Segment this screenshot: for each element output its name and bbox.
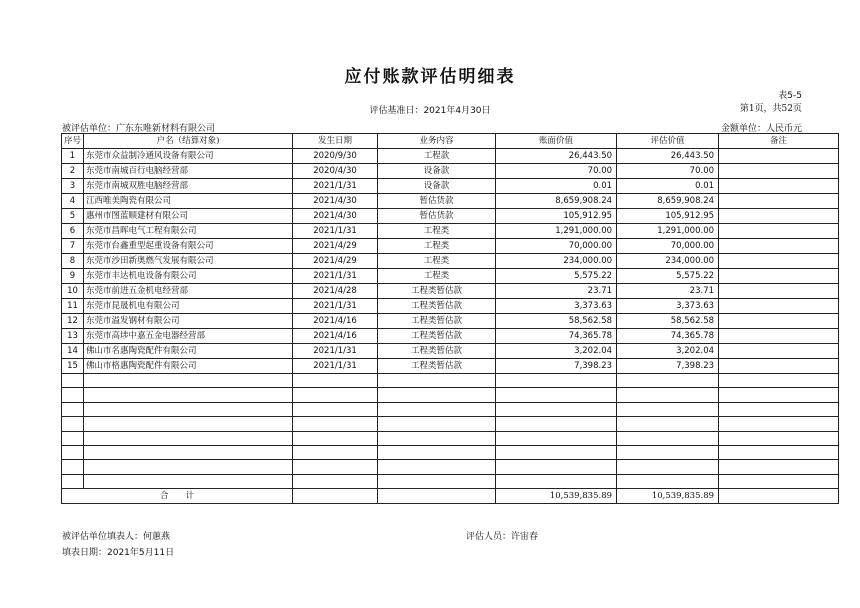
cell-date: 2021/4/30	[293, 209, 378, 224]
cell-eval: 0.01	[617, 179, 719, 194]
cell-type: 暂估货款	[378, 194, 496, 209]
cell-name: 东莞市众益制冷通风设备有限公司	[84, 149, 293, 164]
cell-book: 3,373.63	[496, 299, 617, 314]
cell-name: 东莞市前进五金机电经营部	[84, 284, 293, 299]
cell-eval: 23.71	[617, 284, 719, 299]
cell-book: 58,562.58	[496, 314, 617, 329]
cell-type: 工程类暂估款	[378, 299, 496, 314]
cell-name: 东莞市溢发钢材有限公司	[84, 314, 293, 329]
cell-name: 东莞市南城百行电脑经营部	[84, 164, 293, 179]
cell-book: 74,365.78	[496, 329, 617, 344]
blank-row	[62, 388, 839, 402]
cell-type: 工程类	[378, 269, 496, 284]
cell-type: 设备款	[378, 179, 496, 194]
cell-name: 东莞市台鑫重型起重设备有限公司	[84, 239, 293, 254]
header-note: 备注	[719, 134, 839, 149]
company-name: 被评估单位：广东东唯新材料有限公司	[62, 124, 216, 134]
cell-seq: 14	[62, 344, 84, 359]
cell-date: 2021/4/29	[293, 254, 378, 269]
cell-eval: 1,291,000.00	[617, 224, 719, 239]
table-row	[62, 224, 839, 239]
document-title: 应付账款评估明细表	[344, 67, 516, 87]
cell-date: 2021/4/29	[293, 239, 378, 254]
cell-seq: 3	[62, 179, 84, 194]
table-row	[62, 239, 839, 254]
cell-type: 工程类暂估款	[378, 284, 496, 299]
cell-note	[719, 329, 839, 344]
cell-name: 江西唯美陶瓷有限公司	[84, 194, 293, 209]
header-name: 户名（结算对象)	[84, 134, 293, 149]
cell-note	[719, 149, 839, 164]
cell-name: 东莞市沙田新奥燃气发展有限公司	[84, 254, 293, 269]
table-row	[62, 149, 839, 164]
cell-book: 0.01	[496, 179, 617, 194]
cell-name: 佛山市名惠陶瓷配件有限公司	[84, 344, 293, 359]
cell-book: 70.00	[496, 164, 617, 179]
cell-date: 2021/1/31	[293, 179, 378, 194]
header-date: 发生日期	[293, 134, 378, 149]
cell-seq: 8	[62, 254, 84, 269]
cell-seq: 1	[62, 149, 84, 164]
cell-date: 2021/1/31	[293, 269, 378, 284]
header-seq: 序号	[62, 134, 84, 149]
cell-note	[719, 194, 839, 209]
cell-seq: 4	[62, 194, 84, 209]
cell-seq: 2	[62, 164, 84, 179]
table-row	[62, 299, 839, 314]
cell-eval: 58,562.58	[617, 314, 719, 329]
cell-seq: 7	[62, 239, 84, 254]
cell-type: 工程款	[378, 149, 496, 164]
cell-name: 东莞市高埗中嘉五金电器经营部	[84, 329, 293, 344]
fill-date: 填表日期：2021年5月11日	[62, 548, 175, 558]
table-row	[62, 284, 839, 299]
cell-name: 东莞市昆晟机电有限公司	[84, 299, 293, 314]
cell-type: 工程类暂估款	[378, 314, 496, 329]
cell-eval: 3,373.63	[617, 299, 719, 314]
cell-book: 105,912.95	[496, 209, 617, 224]
blank-row	[62, 474, 839, 488]
blank-row	[62, 402, 839, 416]
cell-type: 工程类	[378, 224, 496, 239]
blank-row	[62, 431, 839, 445]
cell-name: 东莞市丰达机电设备有限公司	[84, 269, 293, 284]
cell-name: 东莞市南城双胜电脑经营部	[84, 179, 293, 194]
cell-eval: 70,000.00	[617, 239, 719, 254]
cell-type: 设备款	[378, 164, 496, 179]
table-row	[62, 254, 839, 269]
cell-date: 2021/1/31	[293, 224, 378, 239]
cell-date: 2021/1/31	[293, 359, 378, 374]
cell-type: 工程类暂估款	[378, 344, 496, 359]
table-row	[62, 209, 839, 224]
cell-book: 234,000.00	[496, 254, 617, 269]
cell-book: 7,398.23	[496, 359, 617, 374]
cell-book: 3,202.04	[496, 344, 617, 359]
table-row	[62, 269, 839, 284]
cell-name: 惠州市图蓝顺建材有限公司	[84, 209, 293, 224]
cell-note	[719, 284, 839, 299]
cell-date: 2021/4/16	[293, 314, 378, 329]
cell-seq: 12	[62, 314, 84, 329]
cell-seq: 9	[62, 269, 84, 284]
cell-name: 东莞市昌晖电气工程有限公司	[84, 224, 293, 239]
table-row	[62, 344, 839, 359]
cell-date: 2021/4/30	[293, 194, 378, 209]
page-info: 第1页，共52页	[739, 104, 802, 114]
cell-type: 工程类暂估款	[378, 329, 496, 344]
cell-note	[719, 359, 839, 374]
cell-seq: 15	[62, 359, 84, 374]
cell-note	[719, 344, 839, 359]
header-book-value: 账面价值	[496, 134, 617, 149]
blank-row	[62, 374, 839, 388]
cell-date: 2021/4/28	[293, 284, 378, 299]
cell-eval: 105,912.95	[617, 209, 719, 224]
table-row	[62, 314, 839, 329]
cell-book: 8,659,908.24	[496, 194, 617, 209]
cell-date: 2021/1/31	[293, 299, 378, 314]
cell-name: 佛山市格惠陶瓷配件有限公司	[84, 359, 293, 374]
cell-note	[719, 314, 839, 329]
total-row	[62, 489, 839, 504]
cell-seq: 5	[62, 209, 84, 224]
cell-eval: 234,000.00	[617, 254, 719, 269]
cell-note	[719, 209, 839, 224]
table-row	[62, 194, 839, 209]
total-eval: 10,539,835.89	[617, 489, 719, 504]
cell-date: 2021/1/31	[293, 344, 378, 359]
payables-table	[61, 133, 839, 504]
cell-eval: 74,365.78	[617, 329, 719, 344]
table-row	[62, 179, 839, 194]
cell-book: 70,000.00	[496, 239, 617, 254]
cell-note	[719, 269, 839, 284]
cell-note	[719, 179, 839, 194]
cell-seq: 11	[62, 299, 84, 314]
blank-row	[62, 417, 839, 431]
cell-note	[719, 254, 839, 269]
currency-unit: 金额单位：人民币元	[720, 124, 802, 134]
cell-seq: 13	[62, 329, 84, 344]
cell-type: 工程类	[378, 254, 496, 269]
cell-date: 2021/4/16	[293, 329, 378, 344]
form-number: 表5-5	[778, 91, 802, 101]
cell-eval: 7,398.23	[617, 359, 719, 374]
cell-book: 26,443.50	[496, 149, 617, 164]
cell-book: 1,291,000.00	[496, 224, 617, 239]
cell-note	[719, 299, 839, 314]
cell-type: 工程类暂估款	[378, 359, 496, 374]
cell-note	[719, 164, 839, 179]
cell-eval: 3,202.04	[617, 344, 719, 359]
cell-seq: 10	[62, 284, 84, 299]
cell-note	[719, 239, 839, 254]
cell-book: 23.71	[496, 284, 617, 299]
table-row	[62, 329, 839, 344]
cell-note	[719, 224, 839, 239]
cell-eval: 70.00	[617, 164, 719, 179]
appraiser-name: 评估人员：许宙春	[466, 532, 539, 542]
table-row	[62, 359, 839, 374]
cell-eval: 8,659,908.24	[617, 194, 719, 209]
blank-row	[62, 460, 839, 474]
cell-seq: 6	[62, 224, 84, 239]
cell-type: 暂估货款	[378, 209, 496, 224]
table-row	[62, 164, 839, 179]
cell-eval: 5,575.22	[617, 269, 719, 284]
total-label: 合 计	[62, 489, 293, 504]
header-type: 业务内容	[378, 134, 496, 149]
filler-name: 被评估单位填表人：何蕙燕	[62, 532, 171, 542]
cell-date: 2020/4/30	[293, 164, 378, 179]
blank-row	[62, 445, 839, 459]
table-header-row	[62, 134, 839, 149]
cell-type: 工程类	[378, 239, 496, 254]
total-book: 10,539,835.89	[496, 489, 617, 504]
cell-date: 2020/9/30	[293, 149, 378, 164]
cell-eval: 26,443.50	[617, 149, 719, 164]
base-date: 评估基准日：2021年4月30日	[369, 106, 491, 116]
cell-book: 5,575.22	[496, 269, 617, 284]
header-eval-value: 评估价值	[617, 134, 719, 149]
